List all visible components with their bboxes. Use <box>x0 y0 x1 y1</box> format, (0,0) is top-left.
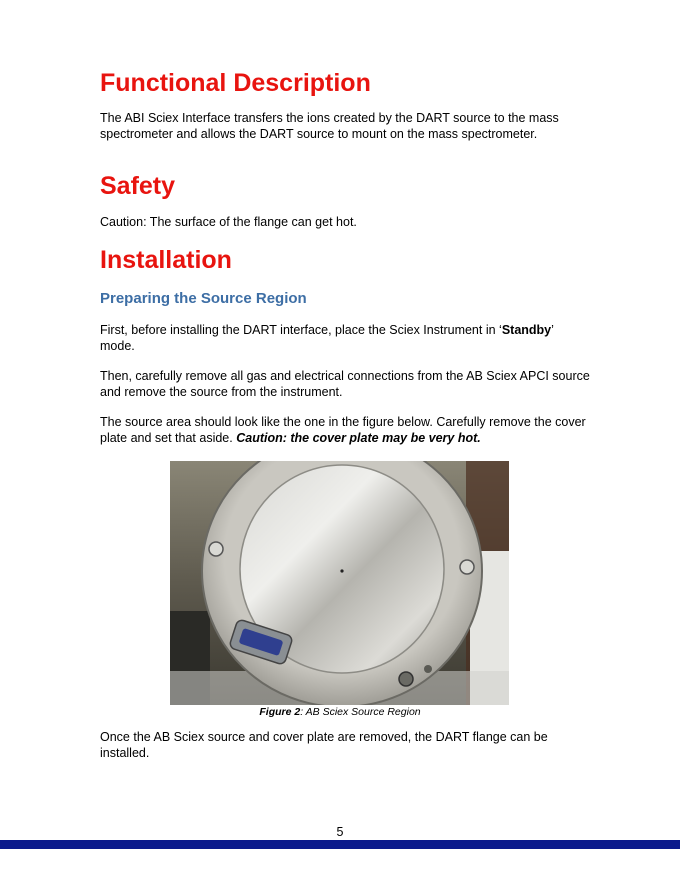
heading-safety: Safety <box>100 172 176 200</box>
figure-caption-label: Figure 2 <box>259 706 301 718</box>
subheading-preparing-source-region: Preparing the Source Region <box>100 290 307 307</box>
standby-text-after: ’ mode. <box>100 323 554 353</box>
standby-text-before: First, before installing the DART interface, place the Sciex Instrument in ‘ <box>100 323 502 337</box>
cover-plate-text: The source area should look like the one in the figure below. Carefully remove the cover plate and set that aside. <box>100 415 586 445</box>
figure-caption <box>0 705 680 719</box>
page-number: 5 <box>336 825 344 839</box>
figure-caption-text: : AB Sciex Source Region <box>300 706 421 718</box>
installation-step-cover-plate <box>100 415 590 446</box>
heading-installation: Installation <box>100 246 232 274</box>
footer-bar <box>0 840 680 849</box>
cover-plate-caution: Caution: the cover plate may be very hot. <box>236 430 481 445</box>
functional-description-text: The ABI Sciex Interface transfers the ions created by the DART source to the mass spectrometer and allows the DART source to mount on the mass spectrometer. <box>100 111 559 141</box>
installation-step-remove-connections: Then, carefully remove all gas and electrical connections from the AB Sciex APCI source and remove the source from the instrument. <box>100 369 590 399</box>
standby-bold: Standby <box>501 323 552 337</box>
installation-step-standby <box>100 323 590 354</box>
safety-caution-text: Caution: The surface of the flange can get hot. <box>100 215 357 229</box>
installation-step-flange: Once the AB Sciex source and cover plate are removed, the DART flange can be installed. <box>100 730 548 760</box>
figure-source-region-photo <box>170 461 509 705</box>
heading-functional-description: Functional Description <box>100 69 371 97</box>
